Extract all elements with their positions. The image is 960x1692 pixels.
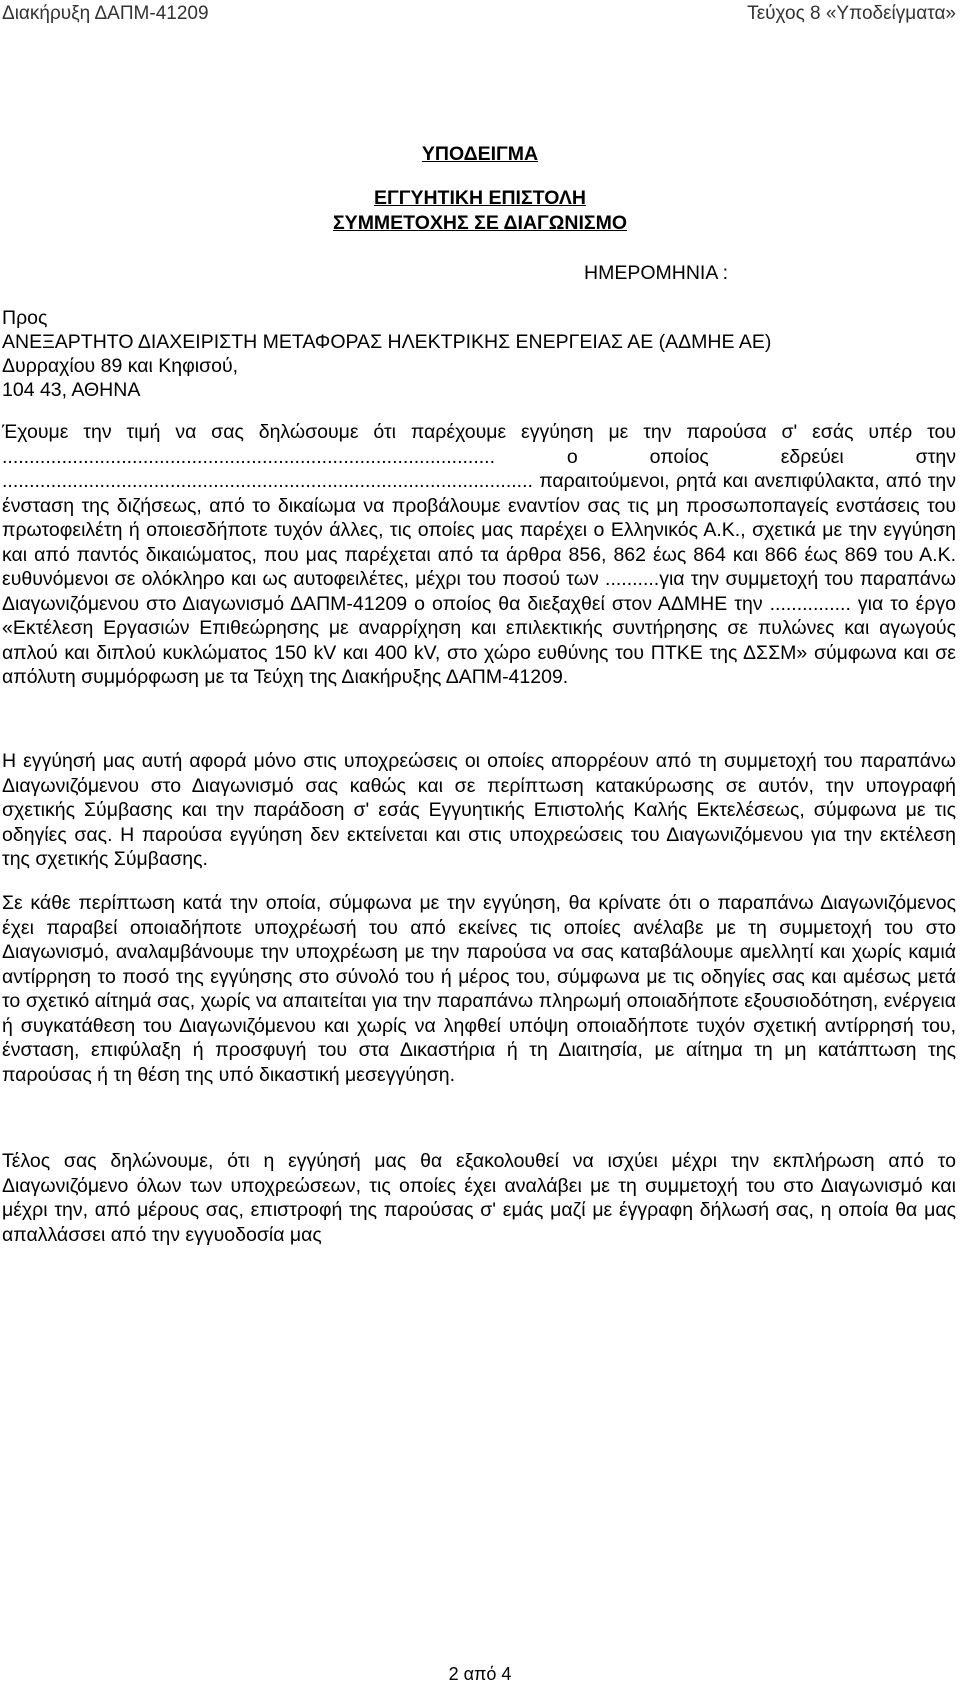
document-title: ΥΠΟΔΕΙΓΜΑ [421,143,539,165]
header-document-ref: Διακήρυξη ΔΑΠΜ-41209 [2,3,209,24]
letter-title-line-1: ΕΓΓΥΗΤΙΚΗ ΕΠΙΣΤΟΛΗ [374,187,586,209]
paragraph-payment-obligation: Σε κάθε περίπτωση κατά την οποία, σύμφωνα με την εγγύηση, θα κρίνατε ότι ο παραπάνω Διαγωνιζόμενος έχει παραβεί οποιαδήποτε υποχρέωσή του από εκείνες τις οποίες ανέλαβε με τη συμμετοχή του στο Διαγωνισμό, αναλαμβάνουμε την υποχρέωση με την παρούσα να σας καταβάλουμε αμελλητί και χωρίς καμιά αντίρρηση το ποσό της εγγύησης στο σύνολό του ή μέρος του, σύμφωνα με τις οδηγίες σας και αμέσως μετά το σχετικό αίτημά σας, χωρίς να απαιτείται για την παραπάνω πληρωμή οποιαδήποτε εξουσιοδότηση, ενέργεια ή συγκατάθεση του Διαγωνιζόμενου και χωρίς να ληφθεί υπόψη οποιαδήποτε τυχόν σχετική αντίρρησή του, ένσταση, επιφύλαξη ή προσφυγή του στα Δικαστήρια ή τη Διαιτησία, με αίτημα τη μη κατάπτωση της παρούσας ή τη θέση της υπό δικαστική μεσεγγύηση. [2,892,956,1086]
paragraph-validity: Τέλος σας δηλώνουμε, ότι η εγγύησή μας θα εξακολουθεί να ισχύει μέχρι την εκπλήρωση από το Διαγωνιζόμενο όλων των υποχρεώσεων, τις οποίες έχει αναλάβει με τη συμμετοχή του στο Διαγωνισμό και μέχρι την, από μέρους σας, επιστροφή της παρούσας σ' εμάς μαζί με έγγραφη δήλωσή σας, η οποία θα μας απαλλάσσει από την εγγυοδοσία μας [2,1150,956,1246]
recipient-address [2,306,771,402]
date-label: ΗΜΕΡΟΜΗΝΙΑ : [584,262,729,284]
header-volume-title: Τεύχος 8 «Υποδείγματα» [747,3,956,24]
address-city: 104 43, ΑΘΗΝΑ [2,379,141,401]
address-organization: ΑΝΕΞΑΡΤΗΤΟ ΔΙΑΧΕΙΡΙΣΤΗ ΜΕΤΑΦΟΡΑΣ ΗΛΕΚΤΡΙΚΗΣ ΕΝΕΡΓΕΙΑΣ ΑΕ (ΑΔΜΗΕ ΑΕ) [2,331,772,353]
address-to: Προς [2,307,48,329]
page-number: 2 από 4 [448,1664,512,1684]
letter-title-line-2: ΣΥΜΜΕΤΟΧΗΣ ΣΕ ΔΙΑΓΩΝΙΣΜΟ [332,212,628,234]
address-street: Δυρραχίου 89 και Κηφισού, [2,355,239,377]
paragraph-guarantee-scope: Η εγγύησή μας αυτή αφορά μόνο στις υποχρεώσεις οι οποίες απορρέουν από τη συμμετοχή του παραπάνω Διαγωνιζόμενου στο Διαγωνισμό σας καθώς και σε περίπτωση κατακύρωσης σε αυτόν, την υπογραφή σχετικής Σύμβασης και την παράδοση σ' εσάς Εγγυητικής Επιστολής Καλής Εκτελέσεως, σύμφωνα με τις οδηγίες σας. Η παρούσα εγγύηση δεν εκτείνεται και στις υποχρεώσεις του Διαγωνιζόμενου για την εκτέλεση της σχετικής Σύμβασης. [2,750,956,870]
paragraph-guarantee-statement: Έχουμε την τιμή να σας δηλώσουμε ότι παρέχουμε εγγύηση με την παρούσα σ' εσάς υπέρ του ........................................................................................... ο οποίος εδρεύει στην .................................................................................................. παραιτούμενοι, ρητά και ανεπιφύλακτα, από την ένσταση της διζήσεως, από το δικαίωμα να προβάλουμε εναντίον σας τις μη προσωποπαγείς ενστάσεις του πρωτοφειλέτη ή οποιεσδήποτε τυχόν άλλες, τις οποίες μας παρέχει ο Ελληνικός Α.Κ., σχετικά με την εγγύηση και από παντός δικαιώματος, που μας παρέχεται από τα άρθρα 856, 862 έως 864 και 866 έως 869 του Α.Κ. ευθυνόμενοι σε ολόκληρο και ως αυτοφειλέτες, μέχρι του ποσού των ..........για την συμμετοχή του παραπάνω Διαγωνιζόμενου στο Διαγωνισμό ΔΑΠΜ-41209 ο οποίος θα διεξαχθεί στον ΑΔΜΗΕ την ............... για το έργο «Εκτέλεση Εργασιών Επιθεώρησης με αναρρίχηση και επιλεκτικής συντήρησης σε πυλώνες και αγωγούς απλού και διπλού κυκλώματος 150 kV και 400 kV, στο χώρο ευθύνης του ΠΤΚΕ της ΔΣΣΜ» σύμφωνα και σε απόλυτη συμμόρφωση με τα Τεύχη της Διακήρυξης ΔΑΠΜ-41209. [2,421,956,688]
